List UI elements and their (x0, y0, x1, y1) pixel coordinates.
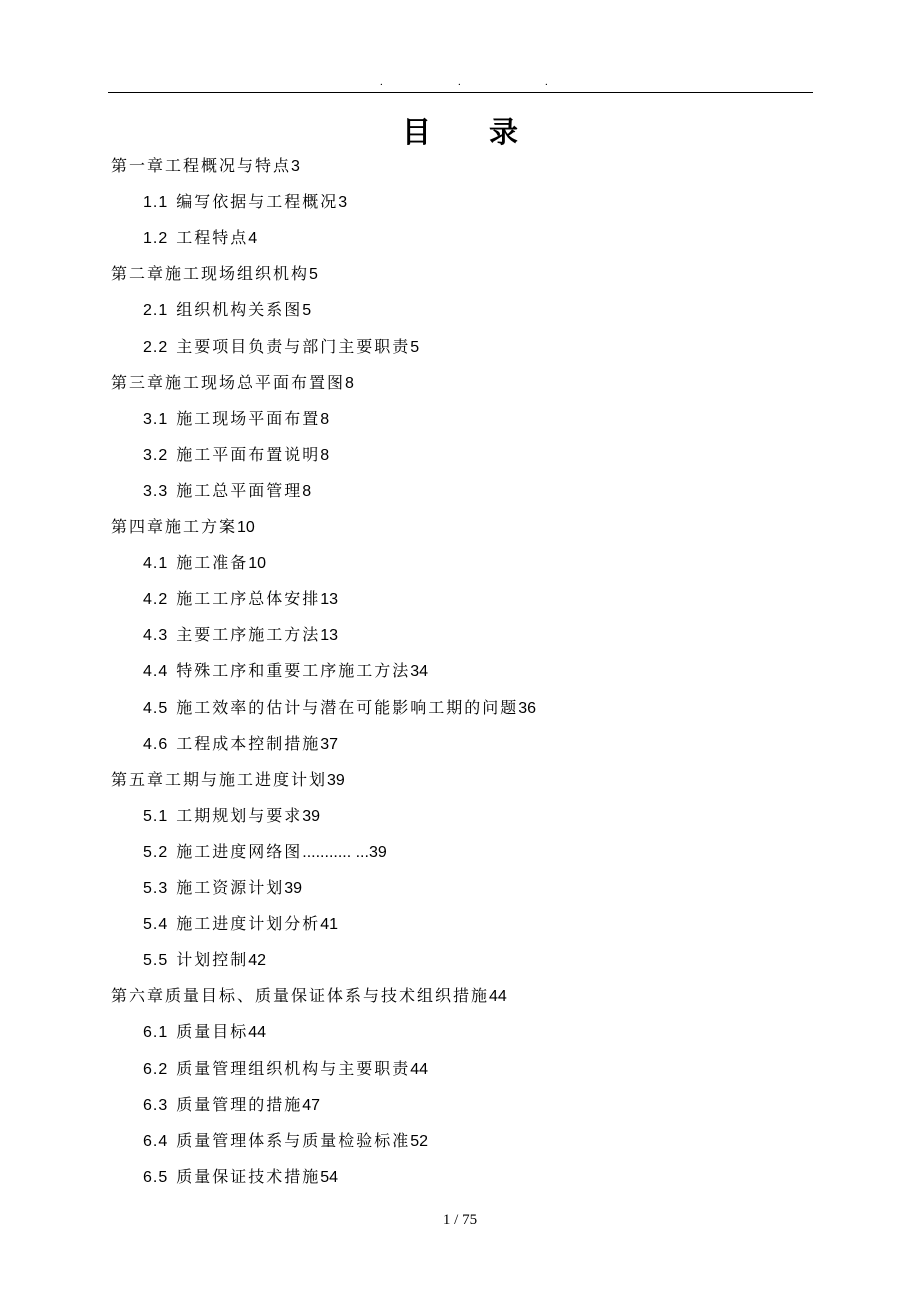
toc-entry-page: 44 (489, 988, 507, 1006)
toc-entry-number: 3.2 (143, 446, 169, 464)
toc-entry-number: 5.4 (143, 916, 169, 934)
toc-entry-number: 4.5 (143, 699, 169, 717)
toc-entry-text: 施工进度网络图 (176, 841, 303, 861)
toc-entry-text: 工程成本控制措施 (176, 733, 321, 753)
toc-chapter-entry[interactable] (111, 509, 255, 545)
toc-entry-page: 8 (302, 482, 312, 500)
toc-entry-number: 4.1 (143, 555, 169, 573)
toc-section-entry[interactable] (143, 1051, 428, 1087)
toc-section-entry[interactable] (143, 1159, 338, 1195)
page-number: 1 / 75 (442, 1212, 478, 1228)
toc-entry-text: 施工平面布置说明 (176, 444, 321, 464)
toc-entry-text: 施工总平面管理 (176, 480, 303, 500)
toc-entry-page: 5 (309, 266, 318, 284)
toc-entry-text: 施工效率的估计与潜在可能影响工期的问题 (176, 697, 519, 717)
toc-entry-number: 1.2 (143, 230, 169, 248)
toc-entry-text: 工期规划与要求 (176, 805, 303, 825)
toc-entry-number: 4.3 (143, 627, 169, 645)
header-dot: . (545, 76, 548, 88)
toc-section-entry[interactable] (143, 1123, 428, 1159)
toc-entry-text: 施工进度计划分析 (176, 914, 321, 934)
toc-entry-page: 8 (320, 410, 330, 428)
toc-entry-page: 37 (320, 735, 339, 753)
toc-entry-page: 3 (338, 194, 348, 212)
toc-entry-number: 2.2 (143, 338, 169, 356)
toc-section-entry[interactable] (143, 798, 320, 834)
toc-entry-text: 第四章施工方案 (111, 517, 238, 536)
toc-entry-text: 质量目标 (176, 1022, 249, 1042)
toc-section-entry[interactable] (143, 690, 536, 726)
toc-entry-page: 41 (320, 916, 339, 934)
toc-entry-page: 44 (248, 1024, 267, 1042)
toc-section-entry[interactable] (143, 653, 428, 689)
header-dot: . (380, 76, 383, 88)
toc-section-entry[interactable] (143, 942, 266, 978)
toc-entry-text: 质量管理的措施 (176, 1094, 303, 1114)
toc-entry-page: 3 (291, 158, 300, 175)
toc-chapter-entry[interactable] (111, 256, 318, 292)
toc-entry-text: 主要项目负责与部门主要职责 (176, 336, 411, 356)
toc-section-entry[interactable] (143, 473, 311, 509)
toc-entry-page: 52 (410, 1132, 429, 1150)
toc-entry-text: 组织机构关系图 (176, 300, 303, 320)
toc-section-entry[interactable] (143, 906, 338, 942)
toc-entry-page: 10 (248, 555, 267, 573)
toc-entry-text: 第二章施工现场组织机构 (111, 264, 310, 284)
toc-section-entry[interactable] (143, 870, 302, 906)
toc-entry-page: 13 (320, 591, 339, 609)
toc-entry-number: 4.6 (143, 735, 169, 753)
toc-entry-text: 质量管理组织机构与主要职责 (176, 1058, 411, 1078)
toc-entry-text: 第三章施工现场总平面布置图 (111, 372, 346, 392)
toc-entry-page: 54 (320, 1168, 339, 1186)
toc-entry-number: 1.1 (143, 194, 169, 212)
toc-entry-text: 计划控制 (176, 950, 249, 970)
toc-entry-number: 2.1 (143, 302, 169, 320)
toc-entry-text: 施工资源计划 (176, 878, 285, 897)
toc-entry-page: ........... ...39 (302, 843, 387, 861)
toc-entry-text: 第一章工程概况与特点 (111, 156, 292, 175)
toc-entry-text: 质量管理体系与质量检验标准 (176, 1130, 411, 1150)
header-rule (108, 92, 813, 93)
toc-entry-number: 6.4 (143, 1132, 169, 1150)
toc-entry-page: 5 (302, 302, 312, 320)
toc-entry-page: 44 (410, 1060, 429, 1078)
page-header-dots (0, 76, 920, 90)
toc-entry-page: 39 (327, 771, 345, 789)
toc-entry-number: 6.1 (143, 1024, 169, 1042)
toc-entry-page: 42 (248, 952, 267, 970)
toc-entry-page: 10 (237, 519, 255, 536)
toc-entry-text: 第五章工期与施工进度计划 (111, 769, 328, 789)
toc-entry-page: 8 (320, 446, 330, 464)
toc-entry-number: 6.2 (143, 1060, 169, 1078)
toc-section-entry[interactable] (143, 329, 419, 365)
toc-section-entry[interactable] (143, 1014, 266, 1050)
toc-entry-number: 5.5 (143, 952, 169, 970)
toc-entry-page: 4 (248, 230, 258, 248)
toc-entry-page: 36 (518, 699, 537, 717)
toc-entry-number: 5.3 (143, 880, 169, 897)
toc-entry-text: 主要工序施工方法 (176, 625, 321, 645)
toc-entry-text: 质量保证技术措施 (176, 1166, 321, 1186)
toc-entry-text: 施工现场平面布置 (176, 408, 321, 428)
toc-entry-page: 8 (345, 374, 354, 392)
toc-entry-number: 4.4 (143, 663, 169, 681)
toc-section-entry[interactable] (143, 184, 347, 220)
toc-entry-number: 6.5 (143, 1168, 169, 1186)
toc-entry-page: 39 (284, 880, 303, 897)
toc-section-entry[interactable] (143, 292, 311, 328)
toc-section-entry[interactable] (143, 545, 266, 581)
toc-entry-page: 13 (320, 627, 339, 645)
toc-entry-text: 特殊工序和重要工序施工方法 (176, 661, 411, 681)
toc-entry-number: 5.2 (143, 843, 169, 861)
toc-section-entry[interactable] (143, 617, 338, 653)
toc-entry-page: 47 (302, 1096, 321, 1114)
toc-entry-text: 施工工序总体安排 (176, 589, 321, 609)
toc-section-entry[interactable] (143, 220, 257, 256)
toc-entry-number: 3.3 (143, 482, 169, 500)
toc-entry-page: 39 (302, 807, 321, 825)
toc-entry-text: 编写依据与工程概况 (176, 192, 339, 212)
toc-title: 目录 (401, 115, 576, 149)
toc-entry-page: 34 (410, 663, 429, 681)
toc-entry-text: 工程特点 (176, 228, 249, 248)
toc-entry-text: 施工准备 (176, 553, 249, 573)
header-dot: . (458, 76, 461, 88)
toc-section-entry[interactable] (143, 834, 387, 870)
toc-entry-page: 5 (410, 338, 420, 356)
toc-section-entry[interactable] (143, 1087, 320, 1123)
toc-chapter-entry[interactable] (111, 365, 354, 401)
toc-entry-number: 4.2 (143, 591, 169, 609)
toc-entry-number: 3.1 (143, 410, 169, 428)
toc-entry-text: 第六章质量目标、质量保证体系与技术组织措施 (111, 986, 490, 1006)
toc-chapter-entry[interactable] (111, 148, 300, 184)
toc-entry-number: 6.3 (143, 1096, 169, 1114)
toc-entry-number: 5.1 (143, 807, 169, 825)
toc-section-entry[interactable] (143, 437, 329, 473)
toc-section-entry[interactable] (143, 401, 329, 437)
toc-section-entry[interactable] (143, 726, 338, 762)
toc-section-entry[interactable] (143, 581, 338, 617)
toc-chapter-entry[interactable] (111, 762, 345, 798)
toc-chapter-entry[interactable] (111, 978, 507, 1014)
